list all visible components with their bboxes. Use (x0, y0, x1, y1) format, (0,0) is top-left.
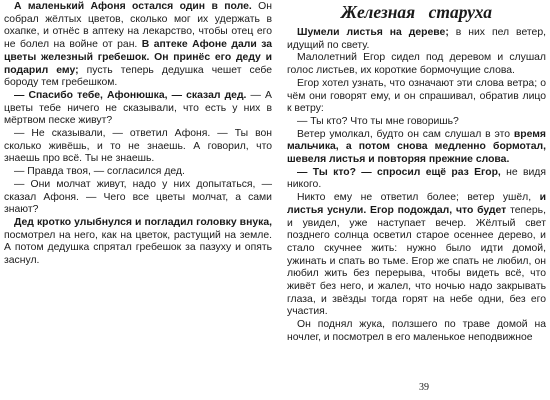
bold-text: В аптеке Афоне дали за цветы железный гребешок. Он принёс его деду и подарил ему; (4, 39, 273, 76)
text-run: — Правда твоя, — согласился дед. (14, 166, 185, 178)
paragraph (4, 1, 272, 90)
bold-text: Дед кротко улыбнулся и погладил головку внука, (14, 216, 272, 228)
text-run: посмотрел на него, как на цветок, растущий на земле. А потом дедушка спрятал гребешок за пазуху и опять заснул. (4, 229, 272, 267)
left-column (4, 0, 272, 268)
paragraph (4, 166, 272, 179)
text-run: — Ты кто? Что ты мне говоришь? (297, 115, 459, 127)
paragraph (287, 52, 546, 77)
right-column (287, 0, 546, 345)
paragraph (287, 116, 546, 129)
text-run: теперь, и увидел, уже наступает вечер. Жёлтый свет позднего солнца осветил старое осеннее дерево, и стало скучнее жить: нужно было идти домой, ужинать и спать во тьме. Егор же спать не любил, он любил жить без перерыва, чтобы видеть всё, что живёт без него, и жалел, что ночью надо закрывать глаза, и звёзды тогда горят на небе одни, без его участия. (287, 204, 546, 318)
text-run: в них пел ветер, идущий по свету. (287, 27, 546, 51)
paragraph (287, 192, 546, 319)
text-run: Малолетний Егор сидел под деревом и слушал голос листьев, их короткие бормочущие слова. (287, 52, 546, 77)
bold-text: А маленький Афоня остался один в поле. (14, 1, 252, 12)
text-run: Он поднял жука, ползшего по траве домой на ночлег, и посмотрел в его маленькое неподвижное (287, 319, 546, 343)
bold-text: и листья уснули. Егор подождал, что будет (287, 192, 546, 216)
paragraph (287, 129, 546, 167)
paragraph (287, 27, 546, 52)
bold-text: — Спасибо тебе, Афонюшка, — сказал дед. (14, 89, 247, 101)
paragraph (287, 319, 546, 344)
text-run: Никто ему не ответил более; ветер ушёл, (297, 192, 540, 204)
text-run: — Не сказывали, — ответил Афоня. — Ты вон сколько живёшь, и то не знаешь. А говорил, что знаешь про всё. Ты не знаешь. (4, 128, 272, 165)
text-run: — Они молчат живут, надо у них допытаться, — сказал Афоня. — Чего все цветы молчат, а сами знают? (4, 178, 272, 216)
story-title: Железная старуха (340, 2, 493, 22)
paragraph (4, 179, 272, 217)
text-run: — А цветы тебе ничего не сказывали, что есть у них в мёртвом песке живут? (4, 89, 272, 127)
paragraph (287, 167, 546, 192)
paragraph (4, 217, 272, 268)
right-column-text (287, 27, 546, 345)
paragraph (4, 90, 272, 128)
text-run: Ветер умолкал, будто он сам слушал в это (297, 128, 514, 140)
text-run: Егор хотел узнать, что означают эти слова ветра; о чём они говорят ему, и он спрашивал, обратив лицо к ветру: (287, 77, 546, 115)
page-number: 39 (419, 382, 429, 393)
bold-text: Шумели листья на дереве; (297, 27, 449, 38)
bold-text: время мальчика, а потом снова медленно бормотал, шевеля листья и повторяя прежние слова. (287, 128, 546, 166)
text-run: не видя никого. (287, 166, 546, 191)
paragraph (4, 128, 272, 166)
text-run: Он собрал жёлтых цветов, сколько мог их удержать в охапке, и отнёс в аптеку на лекарство, чтобы отец его не болел на войне от ран. (4, 1, 272, 51)
bold-text: — Ты кто? — спросил ещё раз Егор, (297, 166, 501, 178)
paragraph (287, 78, 546, 116)
text-run: пусть теперь дедушка чешет себе бороду тем гребешком. (4, 64, 272, 89)
